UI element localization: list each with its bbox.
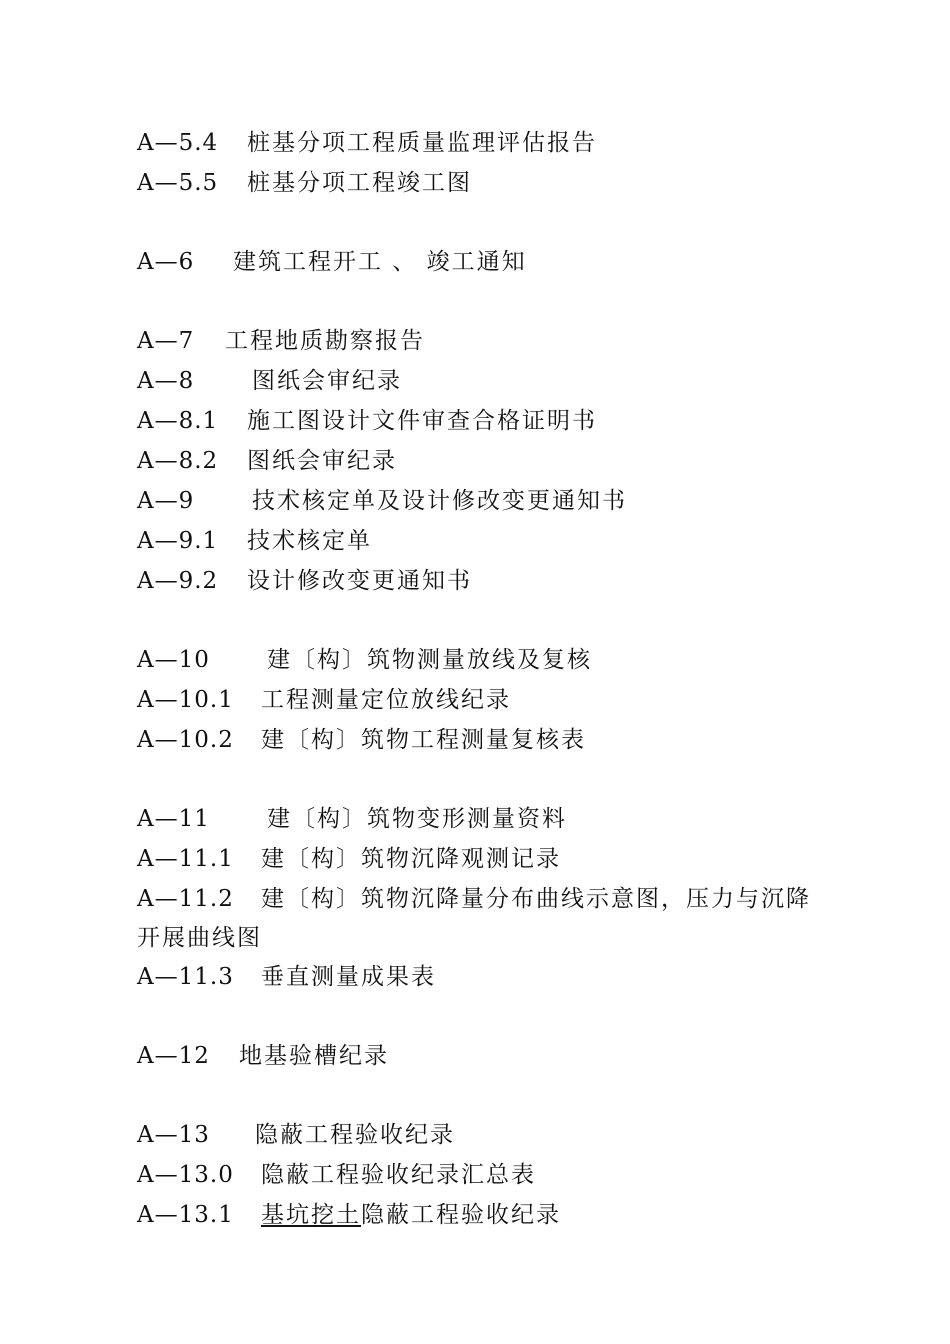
item-text: 桩基分项工程竣工图 [247, 170, 472, 196]
item-text: 工程测量定位放线纪录 [261, 687, 511, 713]
toc-line-a9-1 [137, 526, 372, 556]
item-text: 垂直测量成果表 [261, 964, 436, 990]
item-code: A—11 [137, 806, 210, 832]
item-code: A—11.3 [137, 964, 234, 990]
item-code: A—11.2 [137, 886, 234, 912]
item-code: A—6 [137, 249, 195, 275]
toc-line-a11-3 [137, 962, 436, 992]
item-text-underlined: 基坑挖土 [261, 1202, 361, 1228]
toc-line-a10 [137, 645, 592, 675]
toc-line-a11-2-continued [137, 923, 262, 953]
item-code: A—9.1 [137, 528, 219, 554]
toc-line-a9 [137, 486, 627, 516]
item-text: 技术核定单 [247, 528, 372, 554]
item-text: 图纸会审纪录 [252, 368, 402, 394]
item-text: 地基验槽纪录 [239, 1043, 389, 1069]
item-code: A—9 [137, 488, 195, 514]
item-text: 隐蔽工程验收纪录 [255, 1122, 455, 1148]
toc-line-a8 [137, 366, 402, 396]
item-text: 建〔构〕筑物测量放线及复核 [267, 647, 592, 673]
toc-line-a10-2 [137, 725, 586, 755]
item-code: A—5.5 [137, 170, 219, 196]
item-text: 建〔构〕筑物沉降量分布曲线示意图，压力与沉降 [261, 886, 811, 912]
item-code: A—8.2 [137, 448, 219, 474]
item-code: A—13 [137, 1122, 210, 1148]
item-code: A—11.1 [137, 846, 234, 872]
toc-line-a13-0 [137, 1160, 536, 1190]
item-code: A—10 [137, 647, 210, 673]
item-text: 图纸会审纪录 [247, 448, 397, 474]
item-text: 隐蔽工程验收纪录 [361, 1202, 561, 1228]
toc-line-a5-4 [137, 128, 597, 158]
item-text: 设计修改变更通知书 [247, 568, 472, 594]
toc-line-a13 [137, 1120, 455, 1150]
item-code: A—13.0 [137, 1162, 234, 1188]
toc-line-a11-2 [137, 884, 811, 914]
toc-line-a10-1 [137, 685, 511, 715]
toc-line-a13-1 [137, 1200, 561, 1230]
item-code: A—5.4 [137, 130, 219, 156]
item-code: A—9.2 [137, 568, 219, 594]
item-code: A—12 [137, 1043, 210, 1069]
item-text: 建筑工程开工 、 竣工通知 [233, 249, 527, 275]
toc-line-a12 [137, 1041, 389, 1071]
toc-line-a6 [137, 247, 527, 277]
toc-line-a7 [137, 326, 425, 356]
item-text: 建〔构〕筑物变形测量资料 [267, 806, 567, 832]
toc-line-a11 [137, 804, 567, 834]
toc-line-a8-2 [137, 446, 397, 476]
item-text: 施工图设计文件审查合格证明书 [247, 408, 597, 434]
toc-line-a8-1 [137, 406, 597, 436]
toc-line-a11-1 [137, 844, 561, 874]
item-code: A—8.1 [137, 408, 219, 434]
toc-line-a9-2 [137, 566, 472, 596]
item-text: 工程地质勘察报告 [225, 328, 425, 354]
item-code: A—10.2 [137, 727, 234, 753]
item-text: 隐蔽工程验收纪录汇总表 [261, 1162, 536, 1188]
toc-line-a5-5 [137, 168, 472, 198]
item-text: 技术核定单及设计修改变更通知书 [252, 488, 627, 514]
item-text: 桩基分项工程质量监理评估报告 [247, 130, 597, 156]
item-code: A—13.1 [137, 1202, 234, 1228]
item-text: 建〔构〕筑物工程测量复核表 [261, 727, 586, 753]
item-text: 开展曲线图 [137, 925, 262, 951]
item-code: A—8 [137, 368, 195, 394]
item-code: A—7 [137, 328, 195, 354]
item-text: 建〔构〕筑物沉降观测记录 [261, 846, 561, 872]
item-code: A—10.1 [137, 687, 234, 713]
